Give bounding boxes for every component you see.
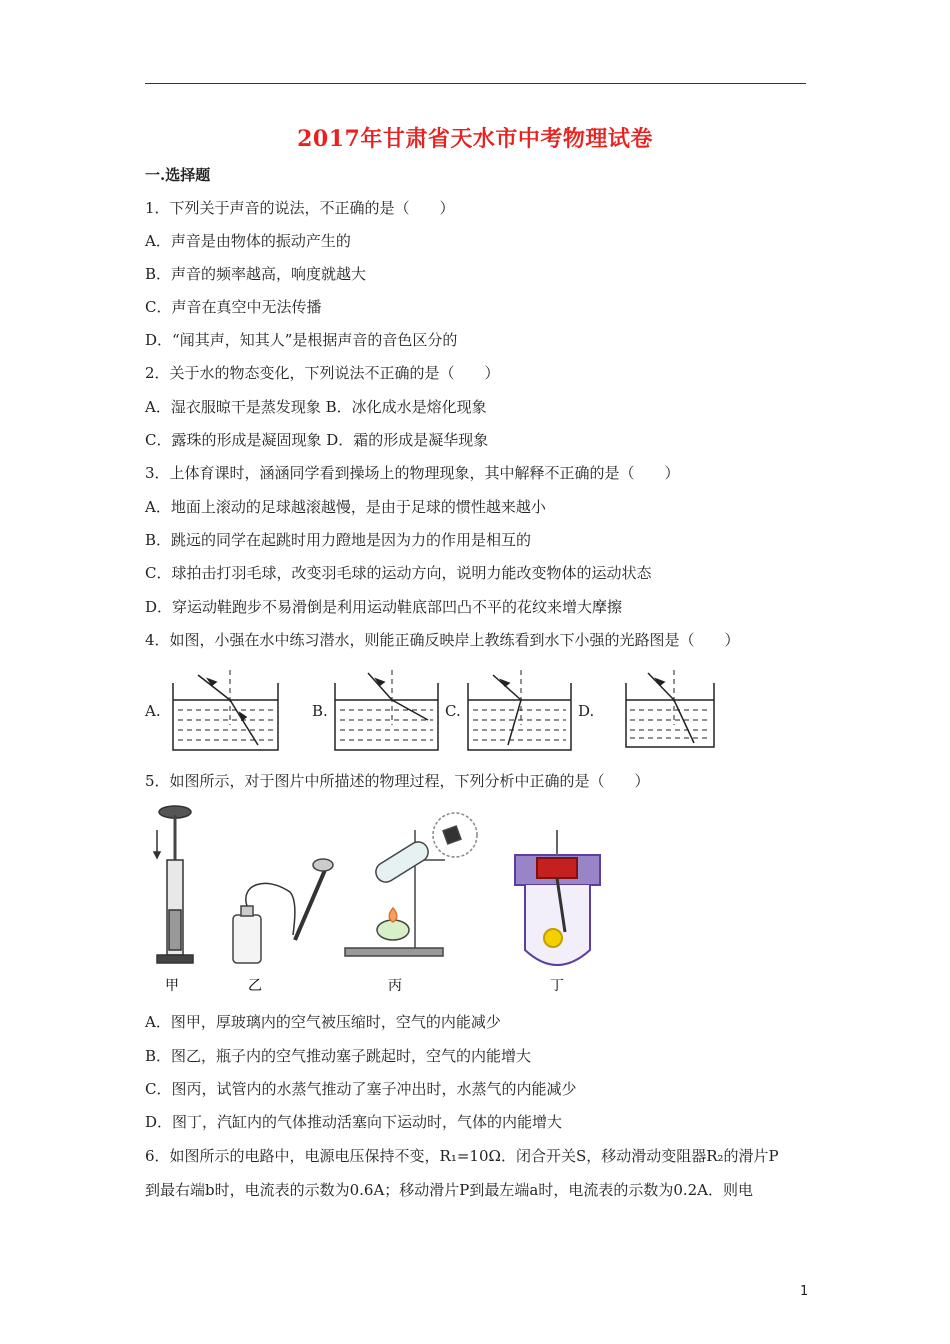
q4-label-b: B. bbox=[312, 702, 328, 720]
q5-option-a: A．图甲，厚玻璃内的空气被压缩时，空气的内能减少 bbox=[145, 1013, 501, 1031]
q5-stem: 5．如图所示，对于图片中所描述的物理过程，下列分析中正确的是（ ） bbox=[145, 772, 650, 790]
q1-option-b: B．声音的频率越高，响度就越大 bbox=[145, 265, 367, 283]
q4-stem: 4．如图，小强在水中练习潜水，则能正确反映岸上教练看到水下小强的光路图是（ ） bbox=[145, 631, 740, 649]
q2-options-cd: C．露珠的形成是凝固现象 D．霜的形成是凝华现象 bbox=[145, 431, 489, 449]
q3-option-d: D．穿运动鞋跑步不易滑倒是利用运动鞋底部凹凸不平的花纹来增大摩擦 bbox=[145, 598, 623, 616]
q4-label-a: A. bbox=[145, 702, 161, 720]
q2-options-ab: A．湿衣服晾干是蒸发现象 B．冰化成水是熔化现象 bbox=[145, 398, 487, 416]
q4-figure-c bbox=[463, 665, 578, 755]
q1-stem: 1．下列关于声音的说法，不正确的是（ ） bbox=[145, 199, 455, 217]
q5-option-c: C．图丙，试管内的水蒸气推动了塞子冲出时，水蒸气的内能减少 bbox=[145, 1080, 577, 1098]
q4-label-c: C. bbox=[445, 702, 461, 720]
page-title: 2017年甘肃省天水市中考物理试卷 bbox=[297, 126, 653, 152]
q3-stem: 3．上体育课时，涵涵同学看到操场上的物理现象，其中解释不正确的是（ ） bbox=[145, 464, 680, 482]
q3-option-a: A．地面上滚动的足球越滚越慢，是由于足球的惯性越来越小 bbox=[145, 498, 546, 516]
q4-figure-a bbox=[168, 665, 283, 755]
caption-yi: 乙 bbox=[248, 978, 262, 994]
engine-cylinder-icon bbox=[515, 830, 600, 965]
caption-jia: 甲 bbox=[165, 978, 179, 994]
caption-bing: 丙 bbox=[388, 978, 402, 994]
q2-stem: 2．关于水的物态变化，下列说法不正确的是（ ） bbox=[145, 364, 500, 382]
page-number: 1 bbox=[800, 1284, 809, 1299]
q6-stem-line2: 到最右端b时，电流表的示数为0.6A；移动滑片P到最左端a时，电流表的示数为0.2A．则电 bbox=[145, 1181, 754, 1199]
q5-figure bbox=[145, 800, 610, 995]
q1-option-d: D．“闻其声，知其人”是根据声音的音色区分的 bbox=[145, 331, 458, 349]
caption-ding: 丁 bbox=[550, 978, 564, 994]
q5-option-d: D．图丁，汽缸内的气体推动活塞向下运动时，气体的内能增大 bbox=[145, 1113, 563, 1131]
header-rule bbox=[145, 83, 806, 84]
q4-label-d: D. bbox=[578, 702, 595, 720]
q1-option-c: C．声音在真空中无法传播 bbox=[145, 298, 322, 316]
test-tube-heating-icon bbox=[345, 813, 477, 956]
q5-option-b: B．图乙，瓶子内的空气推动塞子跳起时，空气的内能增大 bbox=[145, 1047, 532, 1065]
bottle-pump-icon bbox=[233, 859, 333, 963]
q3-option-c: C．球拍击打羽毛球，改变羽毛球的运动方向，说明力能改变物体的运动状态 bbox=[145, 564, 652, 582]
section-heading: 一.选择题 bbox=[145, 166, 211, 184]
q6-stem-line1: 6．如图所示的电路中，电源电压保持不变，R₁=10Ω．闭合开关S，移动滑动变阻器R₂的滑片P bbox=[145, 1147, 779, 1165]
q4-figure-d bbox=[622, 665, 722, 755]
q4-figure-b bbox=[330, 665, 445, 755]
q1-option-a: A．声音是由物体的振动产生的 bbox=[145, 232, 351, 250]
fire-syringe-icon bbox=[154, 806, 193, 963]
q3-option-b: B．跳远的同学在起跳时用力蹬地是因为力的作用是相互的 bbox=[145, 531, 532, 549]
